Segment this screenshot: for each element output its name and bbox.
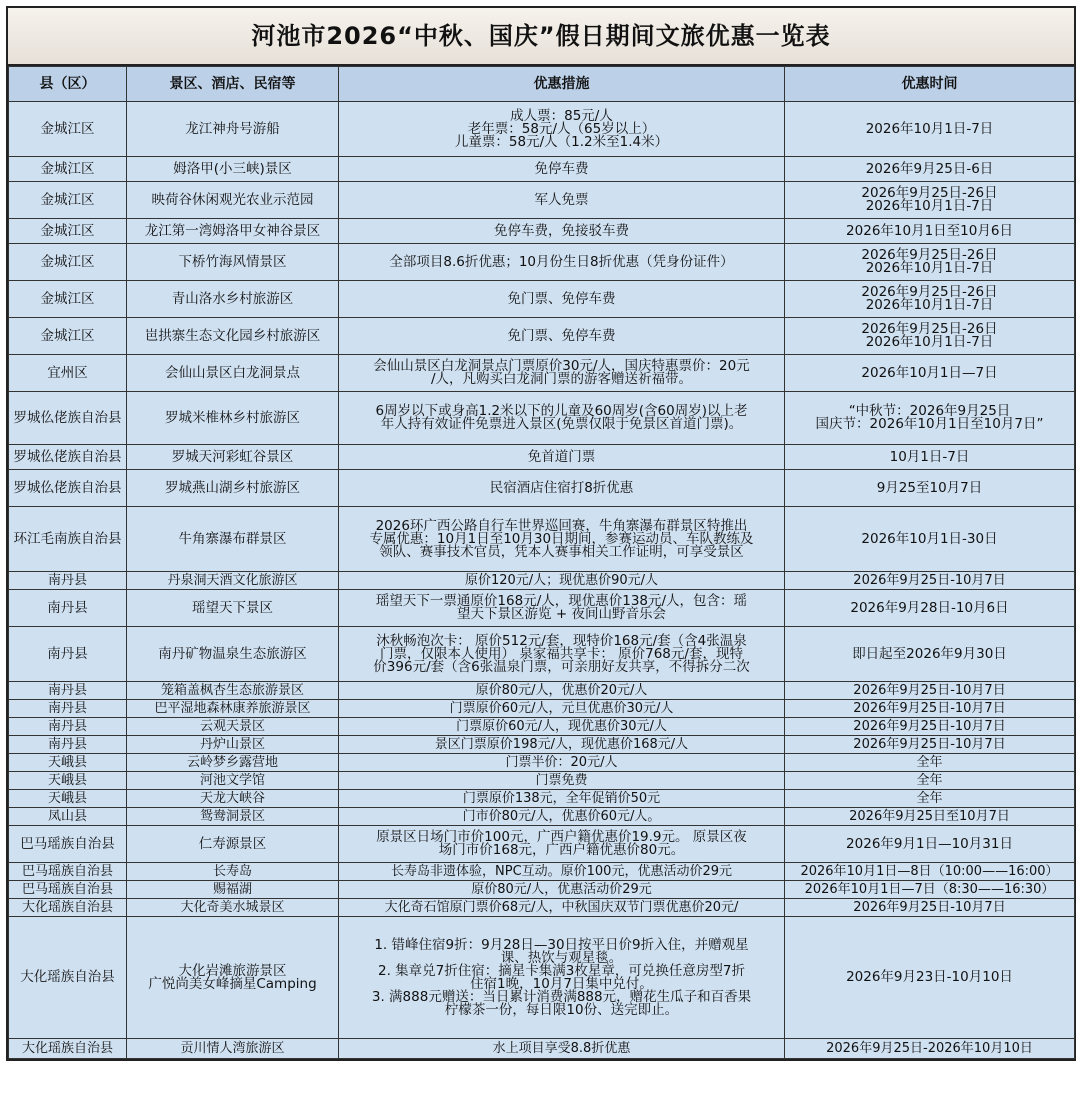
time-cell <box>785 182 1075 219</box>
page-title: 河池市2026“中秋、国庆”假日期间文旅优惠一览表 <box>8 8 1074 66</box>
time-cell-line: 2026年10月1日-7日 <box>865 334 994 350</box>
venue-cell <box>127 182 339 219</box>
offer-cell-line: 免门票、免停车费 <box>507 290 616 307</box>
county-cell: 南丹县 <box>9 682 127 700</box>
venue-cell <box>127 627 339 682</box>
offer-cell-line: 免停车费 <box>534 160 589 177</box>
offer-cell-line: 门票原价60元/人，元旦优惠价30元/人 <box>449 701 674 716</box>
venue-cell <box>127 281 339 318</box>
header-county: 县（区） <box>9 67 127 102</box>
county-cell: 南丹县 <box>9 736 127 754</box>
county-cell: 南丹县 <box>9 590 127 627</box>
offer-cell-line: 住宿1晚，10月7日集中兑付。 <box>470 975 653 992</box>
venue-cell-line: 罗城米椎林乡村旅游区 <box>165 409 300 426</box>
venue-cell <box>127 826 339 863</box>
time-cell-line: 2026年10月1日-7日 <box>865 260 994 276</box>
table-row <box>9 808 1075 826</box>
time-cell <box>785 392 1075 445</box>
venue-cell <box>127 392 339 445</box>
offer-cell <box>339 627 785 682</box>
venue-cell-line: 牛角寨瀑布群景区 <box>178 530 287 547</box>
offer-cell-line: 门票原价138元，全年促销价50元 <box>462 791 661 806</box>
offer-cell <box>339 772 785 790</box>
offer-cell-line: 望天下景区游览 + 夜间山野音乐会 <box>457 606 666 622</box>
offer-cell-line: 景区门票原价198元/人，现优惠价168元/人 <box>434 737 689 752</box>
time-cell-line: 全年 <box>916 791 943 806</box>
offer-cell-line: 瑶望天下一票通原价168元/人，现优惠价138元/人，包含：瑶 <box>375 593 748 609</box>
offer-cell <box>339 572 785 590</box>
offer-cell-line: 门票免费 <box>535 773 588 788</box>
county-cell: 金城江区 <box>9 219 127 244</box>
venue-cell-line: 贡川情人湾旅游区 <box>180 1041 285 1056</box>
time-cell <box>785 445 1075 470</box>
offer-cell-line: 柠檬茶一份，每日限10份、送完即止。 <box>444 1001 679 1018</box>
time-cell <box>785 917 1075 1039</box>
venue-cell-line: 岜拱寨生态文化园乡村旅游区 <box>144 327 321 344</box>
time-cell-line: 2026年9月25日-26日 <box>861 185 998 201</box>
offer-cell-line: 免首道门票 <box>527 448 596 465</box>
county-cell: 金城江区 <box>9 102 127 157</box>
table-row <box>9 917 1075 1039</box>
offer-cell <box>339 736 785 754</box>
offer-cell <box>339 102 785 157</box>
offer-cell-line: 2026环广西公路自行车世界巡回赛，牛角寨瀑布群景区特推出 <box>375 517 748 534</box>
time-cell <box>785 102 1075 157</box>
venue-cell-line: 映荷谷休闲观光农业示范园 <box>151 191 314 208</box>
offer-cell <box>339 863 785 881</box>
time-cell-line: 2026年9月25日-10月7日 <box>853 737 1006 752</box>
venue-cell-line: 丹炉山景区 <box>199 737 265 752</box>
time-cell <box>785 790 1075 808</box>
county-cell: 大化瑶族自治县 <box>9 917 127 1039</box>
county-cell: 金城江区 <box>9 281 127 318</box>
offer-cell <box>339 182 785 219</box>
time-cell-line: 2026年10月1日—7日 <box>861 364 998 381</box>
offer-cell <box>339 445 785 470</box>
table-row <box>9 392 1075 445</box>
offer-cell <box>339 700 785 718</box>
time-cell <box>785 682 1075 700</box>
table-row <box>9 790 1075 808</box>
county-cell: 罗城仫佬族自治县 <box>9 392 127 445</box>
table-row <box>9 157 1075 182</box>
time-cell-line: 2026年9月1日—10月31日 <box>846 835 1013 852</box>
venue-cell <box>127 700 339 718</box>
table-row <box>9 700 1075 718</box>
time-cell <box>785 281 1075 318</box>
table-row <box>9 445 1075 470</box>
table-row <box>9 863 1075 881</box>
table-row <box>9 682 1075 700</box>
offer-cell <box>339 590 785 627</box>
time-cell-line: 2026年10月1日至10月6日 <box>846 222 1013 239</box>
table-row <box>9 102 1075 157</box>
table-row <box>9 718 1075 736</box>
table-row <box>9 219 1075 244</box>
offer-cell-line: 原景区日场门市价100元，广西户籍优惠价19.9元。 原景区夜 <box>376 829 747 845</box>
offer-cell-line: 门票，仅限本人使用） 泉家福共享卡： 原价768元/套，现特 <box>380 645 743 662</box>
time-cell <box>785 318 1075 355</box>
offer-cell-line: 场门市价168元，广西户籍优惠价80元。 <box>438 842 685 858</box>
offer-cell <box>339 808 785 826</box>
venue-cell <box>127 863 339 881</box>
time-cell <box>785 1039 1075 1059</box>
venue-cell <box>127 754 339 772</box>
offer-cell-line: 课、热饮与观星毯。 <box>500 949 623 966</box>
time-cell-line: 2026年9月25日-10月7日 <box>853 900 1006 915</box>
venue-cell-line: 河池文学馆 <box>199 773 265 788</box>
table-row <box>9 1039 1075 1059</box>
table-row <box>9 826 1075 863</box>
county-cell: 南丹县 <box>9 627 127 682</box>
venue-cell <box>127 917 339 1039</box>
table-row <box>9 355 1075 392</box>
venue-cell-line: 天龙大峡谷 <box>199 791 265 806</box>
offer-cell-line: 领队、赛事技术官员，凭本人赛事相关工作证明，可享受景区 <box>379 543 744 560</box>
time-cell-line: 10月1日-7日 <box>889 448 970 465</box>
table-header-row <box>9 67 1075 102</box>
time-cell-line: 2026年9月25日-10月7日 <box>853 701 1006 716</box>
offer-cell-line: 原价80元/人，优惠活动价29元 <box>471 882 652 897</box>
table-row <box>9 736 1075 754</box>
offer-cell-line: 6周岁以下或身高1.2米以下的儿童及60周岁(含60周岁)以上老 <box>375 403 748 419</box>
offer-cell <box>339 754 785 772</box>
offer-cell <box>339 157 785 182</box>
venue-cell <box>127 899 339 917</box>
time-cell-line: 2026年9月25日-10月7日 <box>853 683 1006 698</box>
time-cell <box>785 808 1075 826</box>
venue-cell <box>127 219 339 244</box>
county-cell: 金城江区 <box>9 157 127 182</box>
venue-cell-line: 长寿岛 <box>212 864 252 879</box>
county-cell: 金城江区 <box>9 318 127 355</box>
county-cell: 凤山县 <box>9 808 127 826</box>
time-cell <box>785 700 1075 718</box>
county-cell: 天峨县 <box>9 790 127 808</box>
offer-cell <box>339 682 785 700</box>
county-cell: 巴马瑶族自治县 <box>9 881 127 899</box>
county-cell: 巴马瑶族自治县 <box>9 863 127 881</box>
time-cell <box>785 244 1075 281</box>
offer-cell <box>339 899 785 917</box>
time-cell-line: 2026年10月1日—7日（8:30——16:30） <box>804 882 1055 897</box>
offer-cell <box>339 281 785 318</box>
offer-cell-line: 全部项目8.6折优惠；10月份生日8折优惠（凭身份证件） <box>389 253 734 270</box>
offer-cell-line: 门市价80元/人，优惠价60元/人。 <box>462 809 661 824</box>
county-cell: 南丹县 <box>9 718 127 736</box>
header-offer: 优惠措施 <box>339 67 785 102</box>
venue-cell <box>127 1039 339 1059</box>
offer-cell-line: 专属优惠：10月1日至10月30日期间，参赛运动员、车队教练及 <box>369 530 754 547</box>
offer-cell <box>339 318 785 355</box>
offer-cell-line: 2. 集章兑7折住宿：摘星卡集满3枚星章，可兑换任意房型7折 <box>378 962 745 979</box>
time-cell-line: 2026年10月1日—8日（10:00——16:00） <box>800 864 1059 879</box>
offer-cell <box>339 244 785 281</box>
offer-cell-line: 成人票：85元/人 <box>510 107 613 124</box>
offer-cell-line: 大化奇石馆原门票价68元/人，中秋国庆双节门票优惠价20元/ <box>384 900 739 915</box>
venue-cell <box>127 244 339 281</box>
venue-cell <box>127 718 339 736</box>
venue-cell-line: 云岭梦乡露营地 <box>186 755 278 770</box>
table-row <box>9 281 1075 318</box>
offer-cell-line: 免停车费，免接驳车费 <box>494 222 629 239</box>
table-row <box>9 182 1075 219</box>
venue-cell-line: 巴平湿地森林康养旅游景区 <box>154 701 311 716</box>
offer-cell-line: 水上项目享受8.8折优惠 <box>492 1041 631 1056</box>
offer-cell-line: 1. 错峰住宿9折：9月28日—30日按平日价9折入住，并赠观星 <box>374 936 749 953</box>
county-cell: 南丹县 <box>9 572 127 590</box>
header-venue: 景区、酒店、民宿等 <box>127 67 339 102</box>
offer-cell <box>339 470 785 507</box>
venue-cell <box>127 772 339 790</box>
time-cell-line: 2026年10月1日-7日 <box>865 120 994 137</box>
venue-cell-line: 罗城天河彩虹谷景区 <box>171 448 294 465</box>
time-cell-line: 全年 <box>916 773 943 788</box>
venue-cell-line: 广悦尚美女峰摘星Camping <box>148 975 317 992</box>
county-cell: 罗城仫佬族自治县 <box>9 445 127 470</box>
offer-cell-line: 老年票：58元/人（65岁以上） <box>467 120 656 137</box>
time-cell-line: 2026年9月23日-10月10日 <box>846 969 1013 985</box>
time-cell-line: 2026年9月25日-26日 <box>861 321 998 337</box>
time-cell-line: 全年 <box>916 755 943 770</box>
offer-cell-line: 价396元/套（含6张温泉门票，可亲朋好友共享，不得拆分二次 <box>373 658 750 675</box>
offer-cell-line: 儿童票：58元/人（1.2米至1.4米） <box>454 133 669 150</box>
venue-cell <box>127 682 339 700</box>
time-cell <box>785 572 1075 590</box>
time-cell <box>785 627 1075 682</box>
venue-cell-line: 下桥竹海风情景区 <box>178 253 287 270</box>
offer-cell-line: 原价120元/人；现优惠价90元/人 <box>464 573 659 588</box>
venue-cell <box>127 318 339 355</box>
offer-cell-line: /人，凡购买白龙洞门票的游客赠送祈福带。 <box>430 371 693 387</box>
venue-cell <box>127 572 339 590</box>
venue-cell <box>127 102 339 157</box>
time-cell-line: 2026年9月25日至10月7日 <box>849 809 1010 824</box>
time-cell-line: 2026年10月1日-30日 <box>861 530 998 547</box>
venue-cell-line: 云观天景区 <box>199 719 265 734</box>
venue-cell-line: 大化岩滩旅游景区 <box>178 962 287 979</box>
time-cell <box>785 507 1075 572</box>
offer-cell <box>339 219 785 244</box>
venue-cell-line: 南丹矿物温泉生态旅游区 <box>158 645 307 662</box>
time-cell-line: 2026年9月28日-10月6日 <box>850 599 1009 616</box>
venue-cell <box>127 808 339 826</box>
table-row <box>9 318 1075 355</box>
county-cell: 大化瑶族自治县 <box>9 1039 127 1059</box>
offer-cell <box>339 392 785 445</box>
county-cell: 罗城仫佬族自治县 <box>9 470 127 507</box>
time-cell <box>785 826 1075 863</box>
table-row <box>9 507 1075 572</box>
offer-cell <box>339 790 785 808</box>
venue-cell <box>127 736 339 754</box>
table-row <box>9 899 1075 917</box>
offer-cell-line: 军人免票 <box>534 191 589 208</box>
offer-cell-line: 原价80元/人，优惠价20元/人 <box>475 683 648 698</box>
offer-cell-line: 长寿岛非遗体验，NPC互动。原价100元，优惠活动价29元 <box>391 864 732 879</box>
offer-cell-line: 民宿酒店住宿打8折优惠 <box>489 479 634 496</box>
venue-cell-line: 瑶望天下景区 <box>192 599 273 616</box>
table-row <box>9 754 1075 772</box>
venue-cell <box>127 355 339 392</box>
venue-cell <box>127 157 339 182</box>
county-cell: 金城江区 <box>9 244 127 281</box>
venue-cell <box>127 881 339 899</box>
time-cell <box>785 863 1075 881</box>
venue-cell-line: 丹泉洞天酒文化旅游区 <box>167 573 298 588</box>
offer-cell <box>339 718 785 736</box>
table-row <box>9 590 1075 627</box>
time-cell-line: 2026年9月25日-6日 <box>865 160 994 177</box>
venue-cell <box>127 790 339 808</box>
time-cell-line: 2026年10月1日-7日 <box>865 198 994 214</box>
table-body <box>9 102 1075 1059</box>
time-cell <box>785 219 1075 244</box>
offer-cell <box>339 881 785 899</box>
table-row <box>9 470 1075 507</box>
offer-cell-line: 免门票、免停车费 <box>507 327 616 344</box>
venue-cell-line: 大化奇美水城景区 <box>180 900 285 915</box>
time-cell-line: 即日起至2026年9月30日 <box>852 645 1007 662</box>
county-cell: 宜州区 <box>9 355 127 392</box>
venue-cell-line: 赐福湖 <box>212 882 252 897</box>
venue-cell <box>127 590 339 627</box>
venue-cell-line: 罗城燕山湖乡村旅游区 <box>165 479 300 496</box>
venue-cell <box>127 470 339 507</box>
offer-cell-line: 年人持有效证件免票进入景区(免票仅限于免景区首道门票)。 <box>380 416 743 432</box>
time-cell <box>785 470 1075 507</box>
time-cell <box>785 718 1075 736</box>
county-cell: 大化瑶族自治县 <box>9 899 127 917</box>
offer-cell-line: 3. 满888元赠送：当日累计消费满888元，赠花生瓜子和百香果 <box>371 988 752 1005</box>
time-cell-line: 2026年9月25日-10月7日 <box>853 719 1006 734</box>
offer-cell <box>339 826 785 863</box>
offer-cell <box>339 917 785 1039</box>
time-cell-line: 2026年10月1日-7日 <box>865 297 994 313</box>
venue-cell-line: 龙江第一湾姆洛甲女神谷景区 <box>144 222 321 239</box>
venue-cell <box>127 445 339 470</box>
venue-cell-line: 青山洛水乡村旅游区 <box>171 290 294 307</box>
offer-cell-line: 门票原价60元/人，现优惠价30元/人 <box>456 719 667 734</box>
time-cell <box>785 736 1075 754</box>
time-cell-line: 2026年9月25日-10月7日 <box>853 573 1006 588</box>
offer-cell-line: 沐秋畅泡次卡： 原价512元/套，现特价168元/套（含4张温泉 <box>376 632 747 649</box>
time-cell <box>785 881 1075 899</box>
offer-cell <box>339 1039 785 1059</box>
offer-cell <box>339 355 785 392</box>
county-cell: 南丹县 <box>9 700 127 718</box>
time-cell <box>785 157 1075 182</box>
offer-cell <box>339 507 785 572</box>
county-cell: 天峨县 <box>9 772 127 790</box>
county-cell: 巴马瑶族自治县 <box>9 826 127 863</box>
table-row <box>9 244 1075 281</box>
discount-table <box>8 66 1075 1059</box>
table-row <box>9 881 1075 899</box>
offer-cell-line: 门票半价：20元/人 <box>505 755 618 770</box>
offer-cell-line: 会仙山景区白龙洞景点门票原价30元/人，国庆特惠票价：20元 <box>373 358 750 374</box>
venue-cell-line: 姆洛甲(小三峡)景区 <box>173 160 292 177</box>
venue-cell-line: 笼箱盖枫杏生态旅游景区 <box>160 683 304 698</box>
time-cell-line: 2026年9月25日-26日 <box>861 284 998 300</box>
time-cell-line: 国庆节：2026年10月1日至10月7日” <box>815 416 1044 432</box>
time-cell <box>785 355 1075 392</box>
time-cell <box>785 590 1075 627</box>
table-row <box>9 627 1075 682</box>
table-row <box>9 772 1075 790</box>
venue-cell <box>127 507 339 572</box>
time-cell <box>785 772 1075 790</box>
time-cell-line: 9月25至10月7日 <box>876 479 983 496</box>
header-time: 优惠时间 <box>785 67 1075 102</box>
county-cell: 环江毛南族自治县 <box>9 507 127 572</box>
county-cell: 天峨县 <box>9 754 127 772</box>
time-cell <box>785 899 1075 917</box>
venue-cell-line: 仁寿源景区 <box>198 835 267 852</box>
venue-cell-line: 会仙山景区白龙洞景点 <box>165 364 300 381</box>
time-cell-line: 2026年9月25日-26日 <box>861 247 998 263</box>
time-cell-line: “中秋节：2026年9月25日 <box>848 403 1011 419</box>
time-cell <box>785 754 1075 772</box>
venue-cell-line: 鸳鸯洞景区 <box>199 809 265 824</box>
time-cell-line: 2026年9月25日-2026年10月10日 <box>826 1041 1033 1056</box>
venue-cell-line: 龙江神舟号游船 <box>185 120 280 137</box>
discount-table-sheet <box>6 6 1076 1061</box>
county-cell: 金城江区 <box>9 182 127 219</box>
table-row <box>9 572 1075 590</box>
